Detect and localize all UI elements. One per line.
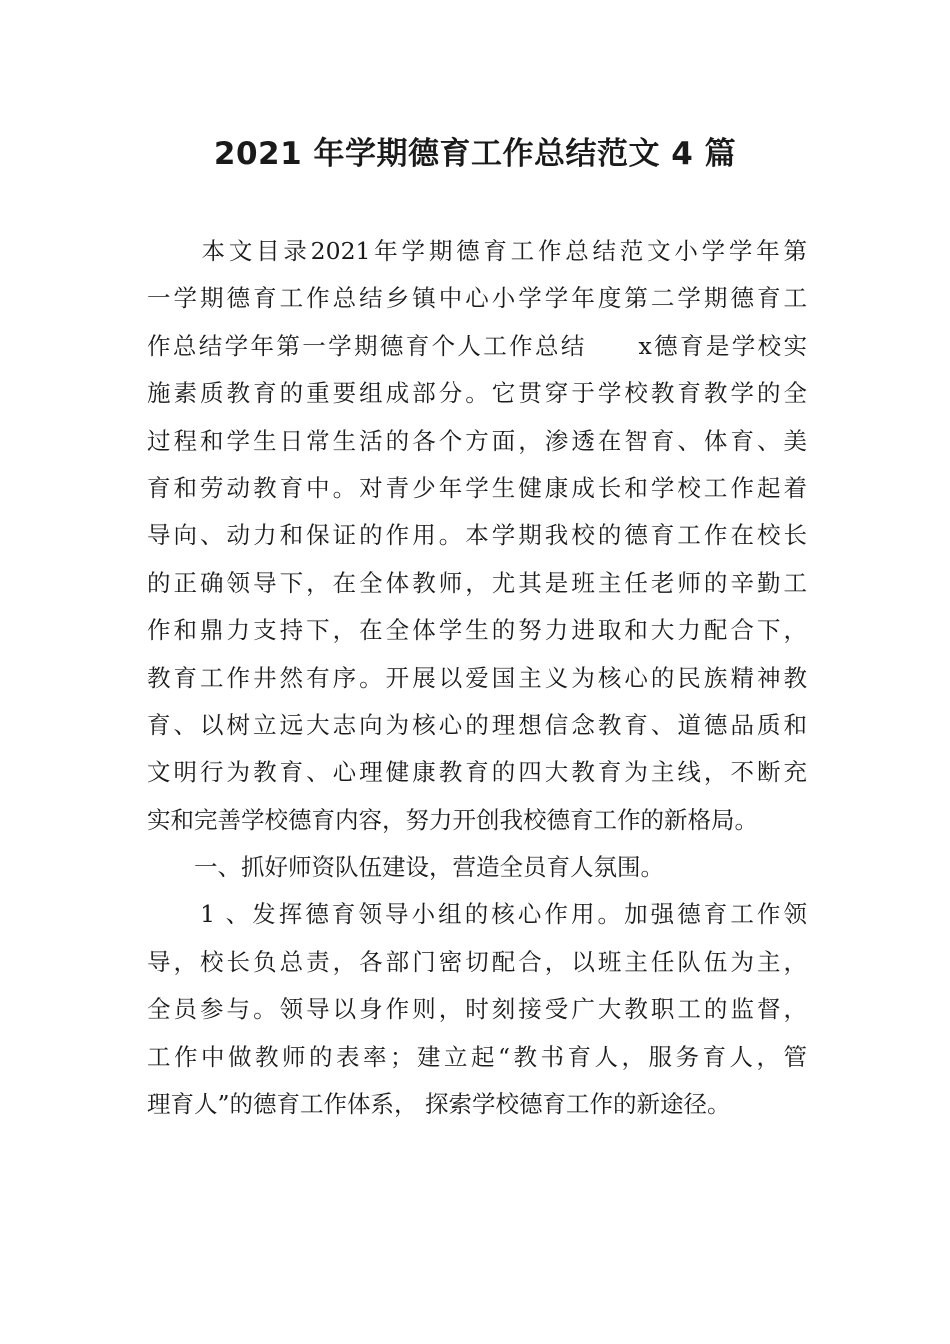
paragraph-line: 育和劳动教育中。对青少年学生健康成长和学校工作起着 bbox=[147, 473, 807, 502]
paragraph-line: 工作中做教师的表率；建立起“教书育人，服务育人，管 bbox=[147, 1042, 807, 1071]
paragraph-line: 的正确领导下，在全体教师，尤其是班主任老师的辛勤工 bbox=[147, 568, 807, 597]
paragraph-line: 作总结学年第一学期德育个人工作总结 x德育是学校实 bbox=[147, 331, 807, 360]
paragraph-line: 实和完善学校德育内容，努力开创我校德育工作的新格局。 bbox=[147, 805, 758, 834]
paragraph-line: 全员参与。领导以身作则，时刻接受广大教职工的监督， bbox=[147, 995, 807, 1024]
paragraph-line: 文明行为教育、心理健康教育的四大教育为主线，不断充 bbox=[147, 758, 807, 787]
paragraph-line: 作和鼎力支持下，在全体学生的努力进取和大力配合下， bbox=[147, 616, 807, 645]
paragraph-line: 本文目录2021年学期德育工作总结范文小学学年第 bbox=[147, 237, 807, 265]
document-body bbox=[147, 228, 807, 1128]
paragraph-line: 一学期德育工作总结乡镇中心小学学年度第二学期德育工 bbox=[147, 284, 807, 313]
paragraph-line: 理育人”的德育工作体系， 探索学校德育工作的新途径。 bbox=[147, 1090, 731, 1119]
paragraph-line: 1 、发挥德育领导小组的核心作用。加强德育工作领 bbox=[147, 900, 807, 929]
document-title: 2021 年学期德育工作总结范文 4 篇 bbox=[213, 136, 737, 172]
paragraph-line: 导向、动力和保证的作用。本学期我校的德育工作在校长 bbox=[147, 521, 807, 550]
paragraph-line: 过程和学生日常生活的各个方面，渗透在智育、体育、美 bbox=[147, 426, 807, 455]
section-heading: 一、抓好师资队伍建设，营造全员育人氛围。 bbox=[147, 853, 664, 882]
paragraph-line: 施素质教育的重要组成部分。它贯穿于学校教育教学的全 bbox=[147, 379, 807, 408]
paragraph-line: 导，校长负总责，各部门密切配合，以班主任队伍为主， bbox=[147, 947, 807, 976]
paragraph-line: 教育工作井然有序。开展以爱国主义为核心的民族精神教 bbox=[147, 663, 807, 692]
paragraph-line: 育、以树立远大志向为核心的理想信念教育、道德品质和 bbox=[147, 710, 807, 739]
